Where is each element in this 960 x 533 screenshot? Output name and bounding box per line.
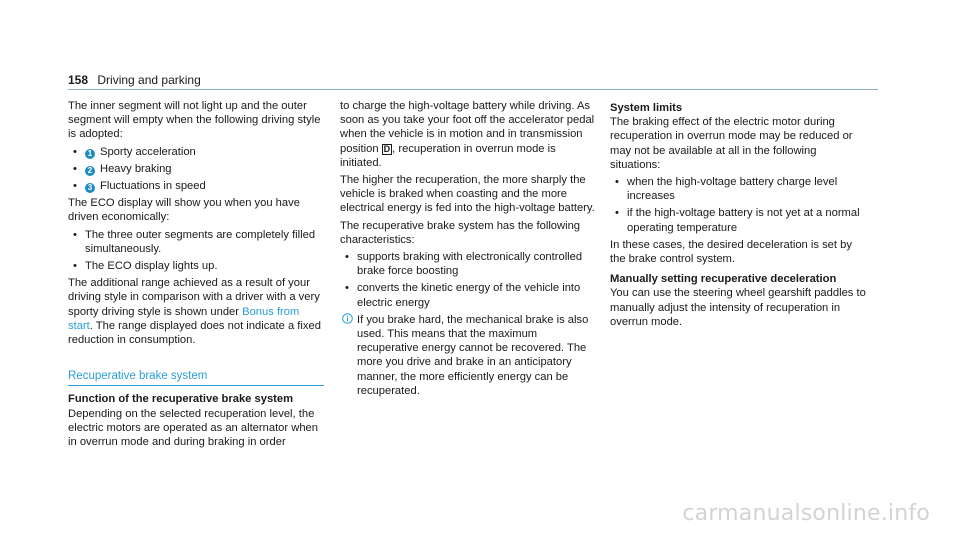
list-item-text: if the high-voltage battery is not yet at a normal operating temperature [627, 207, 860, 234]
header-divider [68, 89, 878, 90]
manual-paragraph: You can use the steering wheel gearshift paddles to manually adjust the intensity of recuperation in overrun mode. [610, 287, 866, 328]
transmission-d-icon: D [383, 143, 391, 154]
note-text: If you brake hard, the mechanical brake is also used. This means that the maximum recuperative energy cannot be recovered. The more you drive and brake in an anticipatory manner, the more efficiently energy can be recuperated. [357, 313, 589, 397]
intro-paragraph: The inner segment will not light up and the outer segment will empty when the following driving style is adopted: [68, 100, 321, 141]
function-paragraph: Depending on the selected recuperation level, the electric motors are operated as an alternator when in overrun mode and during braking in order [68, 407, 318, 449]
page-header [68, 73, 201, 87]
column-right [610, 99, 868, 329]
system-limits-heading: System limits [610, 102, 683, 114]
eco-paragraph: The ECO display will show you when you have driven economically: [68, 197, 300, 224]
function-heading: Function of the recuperative brake system [68, 393, 294, 406]
page-number: 158 [68, 73, 89, 87]
list-item: • supports braking with electronically controlled brake force boosting [345, 251, 583, 278]
list-item: • 3 Fluctuations in speed [73, 180, 206, 193]
watermark: carmanualsonline.info [682, 501, 930, 526]
style-bullet-list [68, 145, 326, 194]
charge-paragraph: to charge the high-voltage battery while driving. As soon as you take your foot off the accelerator pedal when the vehicle is in motion and in transmission position D , recuperation in overrun mode is initiated. [340, 100, 595, 169]
list-item-text: supports braking with electronically controlled brake force boosting [357, 251, 583, 278]
recuperation-paragraph: The higher the recuperation, the more sharply the vehicle is braked when coasting and the more electrical energy is fed into the high-voltage battery. [340, 174, 595, 215]
list-item-text: Sporty acceleration [100, 145, 196, 158]
eco-bullet-list [68, 228, 326, 274]
number-3-icon: 3 [85, 183, 95, 193]
list-item: • if the high-voltage battery is not yet at a normal operating temperature [615, 207, 860, 234]
info-icon [342, 313, 353, 328]
limits-list [610, 175, 868, 235]
number-2-icon: 2 [85, 166, 95, 176]
list-item: • when the high-voltage battery charge level increases [615, 176, 838, 203]
list-item: • converts the kinetic energy of the vehicle into electric energy [345, 282, 581, 309]
characteristics-paragraph: The recuperative brake system has the following characteristics: [340, 219, 581, 246]
list-item-text: Fluctuations in speed [100, 180, 206, 193]
page-title: Driving and parking [97, 73, 201, 87]
list-item: • The ECO display lights up. [73, 260, 218, 273]
info-note [340, 313, 598, 398]
column-left [68, 99, 326, 449]
section-title: Recuperative brake system [68, 369, 324, 386]
list-item: • 2 Heavy braking [73, 162, 172, 175]
bonus-from-start-link[interactable]: Bonus from start [68, 305, 300, 332]
list-item-text: converts the kinetic energy of the vehicle into electric energy [357, 282, 581, 309]
list-item-text: The three outer segments are completely filled simultaneously. [85, 228, 316, 255]
cases-paragraph: In these cases, the desired deceleration is set by the brake control system. [610, 238, 852, 266]
characteristics-list [340, 250, 598, 310]
column-middle [340, 99, 598, 398]
range-paragraph: The additional range achieved as a result of your driving style in comparison with a driver with a very sporty driving style is shown under Bonus from start. The range displayed does not indicate a fixed reduction in consumption. [68, 277, 321, 347]
list-item: • The three outer segments are completely filled simultaneously. [73, 228, 316, 255]
list-item-text: The ECO display lights up. [85, 260, 218, 273]
list-item-text: when the high-voltage battery charge level increases [627, 176, 838, 203]
list-item-text: Heavy braking [100, 162, 172, 175]
number-1-icon: 1 [85, 149, 95, 159]
list-item: • 1 Sporty acceleration [73, 145, 196, 158]
limits-paragraph: The braking effect of the electric motor during recuperation in overrun mode may be reduced or may not be available at all in the following situations: [610, 116, 853, 171]
manual-heading: Manually setting recuperative deceleration [610, 273, 837, 286]
